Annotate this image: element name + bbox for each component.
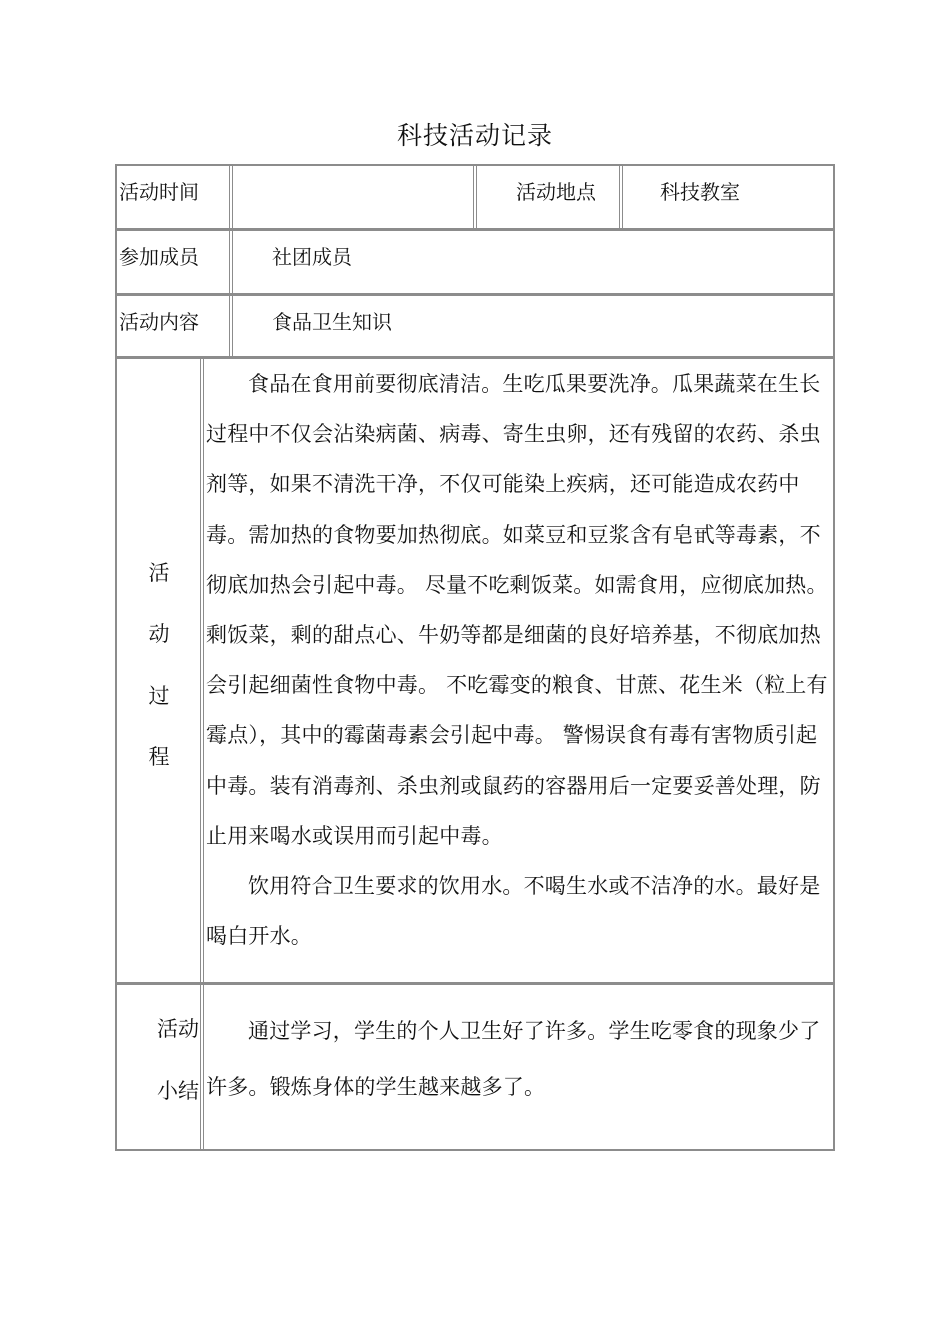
members-row [115, 229, 835, 295]
process-label [117, 359, 201, 982]
divider [200, 359, 204, 982]
summary-label [117, 985, 201, 1149]
summary-text [206, 1003, 833, 1149]
content-value: 食品卫生知识 [272, 310, 392, 334]
activity-time-row [115, 164, 835, 230]
process-row [115, 357, 835, 984]
activity-place-label: 活动地点 [516, 180, 596, 204]
divider [619, 166, 623, 228]
divider [473, 166, 477, 228]
summary-paragraph: 通过学习，学生的个人卫生好了许多。学生吃零食的现象少了许多。锻炼身体的学生越来越多了。 [206, 1019, 821, 1099]
content-label: 活动内容 [119, 310, 199, 334]
summary-label-line: 小结 [157, 1079, 199, 1103]
content-row [115, 294, 835, 358]
summary-label-line: 活动 [157, 1017, 199, 1041]
activity-time-label: 活动时间 [119, 180, 199, 204]
process-label-char: 程 [148, 745, 170, 769]
process-label-char: 活 [148, 561, 170, 585]
members-value: 社团成员 [272, 245, 352, 269]
process-paragraph: 食品在食用前要彻底清洁。生吃瓜果要洗净。瓜果蔬菜在生长过程中不仅会沾染病菌、病毒、寄生虫卵，还有残留的农药、杀虫剂等，如果不清洗干净，不仅可能染上疾病，还可能造成农药中毒。需加热的食物要加热彻底。如菜豆和豆浆含有皂甙等毒素，不彻底加热会引起中毒。 尽量不吃剩饭菜。如需食用，应彻底加热。剩饭菜，剩的甜点心、牛奶等都是细菌的良好培养基，不彻底加热会引起细菌性食物中毒。 不吃霉变的粮食、甘蔗、花生米（粒上有霉点），其中的霉菌毒素会引起中毒。 警惕误食有毒有害物质引起中毒。装有消毒剂、杀虫剂或鼠药的容器用后一定要妥善处理，防止用来喝水或误用而引起中毒。 [206, 372, 828, 848]
page-title: 科技活动记录 [396, 121, 553, 150]
activity-place-value: 科技教室 [660, 180, 740, 204]
members-label: 参加成员 [119, 245, 199, 269]
divider [229, 296, 233, 356]
process-label-char: 过 [148, 684, 170, 708]
divider [229, 231, 233, 293]
divider [200, 985, 204, 1149]
summary-row [115, 983, 835, 1151]
divider [229, 166, 233, 228]
process-label-char: 动 [148, 622, 170, 646]
process-text [206, 359, 833, 982]
process-paragraph: 饮用符合卫生要求的饮用水。不喝生水或不洁净的水。最好是喝白开水。 [206, 874, 821, 949]
